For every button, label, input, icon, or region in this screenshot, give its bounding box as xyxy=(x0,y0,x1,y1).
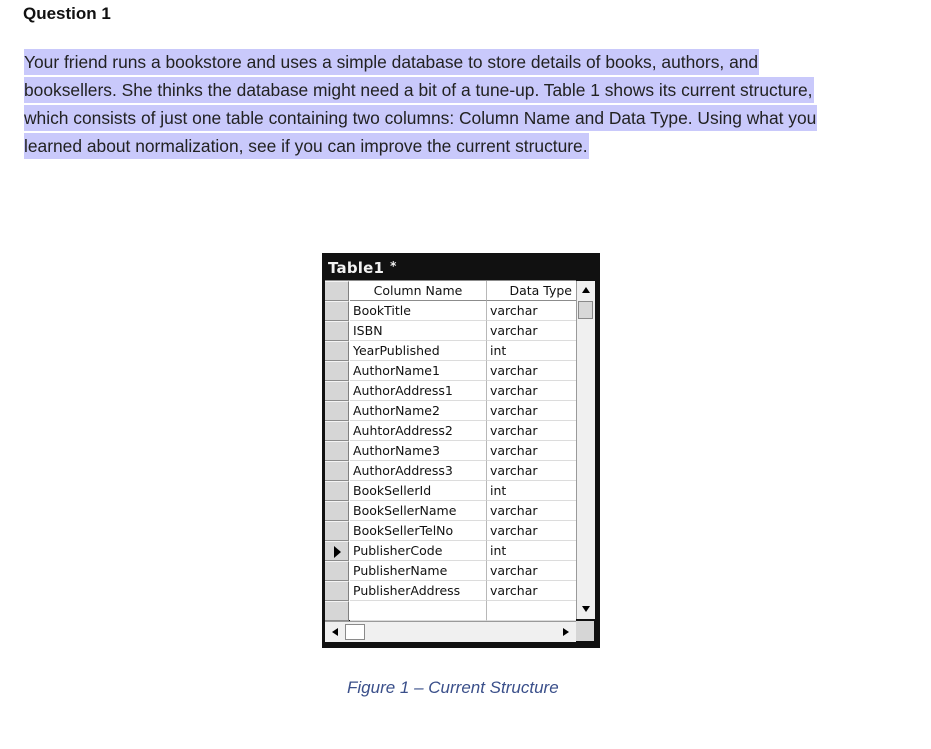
row-selector[interactable] xyxy=(325,381,349,401)
current-row-arrow-icon xyxy=(334,546,341,558)
column-name-cell[interactable]: AuthorName3 xyxy=(350,441,487,461)
column-name-cell[interactable]: PublisherAddress xyxy=(350,581,487,601)
paragraph-line: Your friend runs a bookstore and uses a simple database to store details of books, authors, and xyxy=(24,49,759,75)
column-name-cell[interactable]: BookSellerId xyxy=(350,481,487,501)
data-type-cell[interactable]: int xyxy=(487,481,576,501)
paragraph-line: which consists of just one table containing two columns: Column Name and Data Type. Using what you xyxy=(24,105,817,131)
data-type-cell[interactable]: varchar xyxy=(487,581,576,601)
data-type-cell[interactable]: int xyxy=(487,341,576,361)
question-paragraph xyxy=(24,48,904,160)
data-type-cell[interactable]: varchar xyxy=(487,421,576,441)
row-selector[interactable] xyxy=(325,601,349,621)
column-name-cell[interactable]: BookTitle xyxy=(350,301,487,321)
data-type-cell[interactable]: varchar xyxy=(487,361,576,381)
column-name-cell[interactable]: ISBN xyxy=(350,321,487,341)
table-row[interactable] xyxy=(325,441,576,461)
column-name-cell[interactable]: PublisherCode xyxy=(350,541,487,561)
column-name-header[interactable]: Column Name xyxy=(350,281,487,301)
data-type-cell[interactable]: varchar xyxy=(487,441,576,461)
row-selector[interactable] xyxy=(325,421,349,441)
table-row[interactable] xyxy=(325,581,576,601)
arrow-up-icon xyxy=(582,287,590,293)
row-selector[interactable] xyxy=(325,581,349,601)
scrollbar-corner xyxy=(576,621,594,641)
row-selector[interactable] xyxy=(325,401,349,421)
table-row[interactable] xyxy=(325,401,576,421)
column-name-cell[interactable] xyxy=(350,601,487,621)
table-row[interactable] xyxy=(325,361,576,381)
row-selector[interactable] xyxy=(325,341,349,361)
column-grid xyxy=(325,280,576,620)
unsaved-marker: * xyxy=(390,259,397,273)
table-row[interactable] xyxy=(325,341,576,361)
column-name-cell[interactable]: BookSellerName xyxy=(350,501,487,521)
table-row[interactable] xyxy=(325,501,576,521)
arrow-down-icon xyxy=(582,606,590,612)
table-name: Table1 xyxy=(328,259,385,277)
table-row[interactable] xyxy=(325,301,576,321)
data-type-cell[interactable] xyxy=(487,601,576,621)
figure-caption: Figure 1 – Current Structure xyxy=(347,678,559,697)
scroll-down-button[interactable] xyxy=(578,601,594,617)
arrow-right-icon xyxy=(563,628,569,636)
table-row[interactable] xyxy=(325,381,576,401)
table-row[interactable] xyxy=(325,541,576,561)
row-selector[interactable] xyxy=(325,461,349,481)
horizontal-scroll-thumb[interactable] xyxy=(345,624,365,640)
arrow-left-icon xyxy=(332,628,338,636)
data-type-cell[interactable]: varchar xyxy=(487,521,576,541)
row-selector[interactable] xyxy=(325,501,349,521)
data-type-cell[interactable]: varchar xyxy=(487,561,576,581)
paragraph-line: learned about normalization, see if you can improve the current structure. xyxy=(24,133,589,159)
column-name-cell[interactable]: YearPublished xyxy=(350,341,487,361)
table-row[interactable] xyxy=(325,321,576,341)
column-name-cell[interactable]: AuthorAddress3 xyxy=(350,461,487,481)
vertical-scroll-thumb[interactable] xyxy=(578,301,593,319)
scroll-left-button[interactable] xyxy=(327,624,343,640)
paragraph-line: booksellers. She thinks the database might need a bit of a tune-up. Table 1 shows its current structure, xyxy=(24,77,814,103)
scroll-up-button[interactable] xyxy=(578,283,594,299)
row-selector[interactable] xyxy=(325,321,349,341)
data-type-cell[interactable]: varchar xyxy=(487,501,576,521)
column-name-cell[interactable]: PublisherName xyxy=(350,561,487,581)
table-row[interactable] xyxy=(325,421,576,441)
row-selector[interactable] xyxy=(325,521,349,541)
data-type-cell[interactable]: int xyxy=(487,541,576,561)
table-row[interactable] xyxy=(325,461,576,481)
table-row[interactable] xyxy=(325,601,576,621)
data-type-cell[interactable]: varchar xyxy=(487,401,576,421)
table-row[interactable] xyxy=(325,521,576,541)
data-type-cell[interactable]: varchar xyxy=(487,301,576,321)
row-selector[interactable] xyxy=(325,301,349,321)
column-name-cell[interactable]: AuthorName1 xyxy=(350,361,487,381)
row-selector[interactable] xyxy=(325,441,349,461)
data-type-header[interactable]: Data Type xyxy=(487,281,576,301)
column-name-cell[interactable]: AuhtorAddress2 xyxy=(350,421,487,441)
data-type-cell[interactable]: varchar xyxy=(487,461,576,481)
table-title xyxy=(328,259,397,277)
header-selector xyxy=(325,281,349,301)
vertical-scrollbar[interactable] xyxy=(576,281,595,619)
table-designer-window xyxy=(322,253,600,648)
row-selector[interactable] xyxy=(325,541,349,561)
question-heading: Question 1 xyxy=(23,4,111,23)
row-selector[interactable] xyxy=(325,561,349,581)
scroll-right-button[interactable] xyxy=(558,624,574,640)
column-name-cell[interactable]: AuthorAddress1 xyxy=(350,381,487,401)
table-row[interactable] xyxy=(325,561,576,581)
grid-header-row xyxy=(325,281,576,301)
row-selector[interactable] xyxy=(325,481,349,501)
table-row[interactable] xyxy=(325,481,576,501)
data-type-cell[interactable]: varchar xyxy=(487,321,576,341)
horizontal-scrollbar[interactable] xyxy=(325,621,576,642)
row-selector[interactable] xyxy=(325,361,349,381)
data-type-cell[interactable]: varchar xyxy=(487,381,576,401)
column-name-cell[interactable]: AuthorName2 xyxy=(350,401,487,421)
column-name-cell[interactable]: BookSellerTelNo xyxy=(350,521,487,541)
